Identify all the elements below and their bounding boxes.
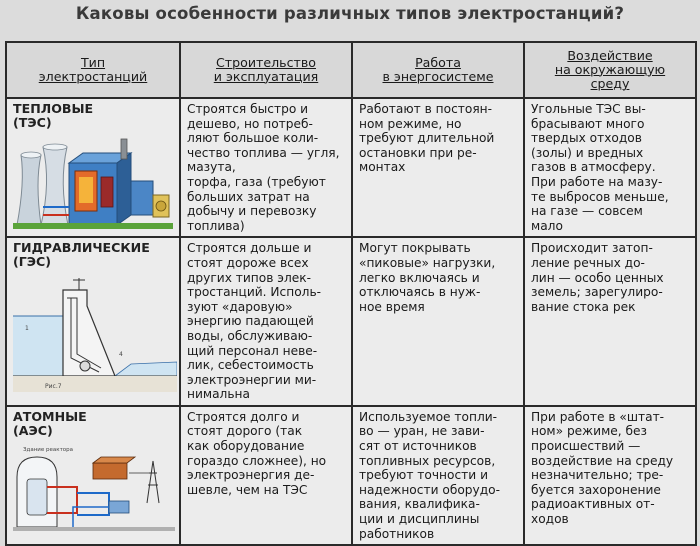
hydro-dam-illustration [11, 276, 177, 394]
type-name-thermal: ТЕПЛОВЫЕ [13, 101, 94, 116]
header-grid-work-label: Работа в энергосистеме [382, 55, 494, 84]
construction-cell-nuclear [180, 406, 352, 545]
header-grid-work [352, 42, 524, 98]
header-type [6, 42, 180, 98]
nuclear-reactor-label: Здание реактора [23, 446, 73, 453]
header-construction-label: Строительство и эксплуатация [213, 55, 319, 84]
environment-text-nuclear: При работе в «штат- ном» режиме, без происшествий — воздействие на среду незначительно; тре- буется захоронение радиоактивных от- ходов [531, 409, 674, 527]
hydro-figure-label: Рис.7 [45, 383, 62, 391]
thermal-plant-illustration [13, 137, 173, 229]
table-row-nuclear [6, 406, 696, 545]
grid-work-cell-thermal [352, 98, 524, 237]
header-type-label: Тип электростанций [38, 55, 148, 84]
type-name-nuclear: АТОМНЫЕ [13, 408, 87, 424]
grid-work-text-nuclear: Используемое топли- во — уран, не зави- сят от источников топливных ресурсов, требуют точности и надежности оборудо- вания, квалифика- ции и дисциплины работников [359, 409, 501, 541]
type-abbr-hydro: (ГЭС) [13, 254, 52, 270]
construction-cell-thermal [180, 98, 352, 237]
header-row [6, 42, 696, 98]
grid-work-text-thermal: Работают в постоян- ном режиме, но требуют длительной остановки при ре- монтах [359, 102, 495, 175]
environment-cell-nuclear [524, 406, 696, 545]
svg-text:1: 1 [25, 325, 29, 333]
type-name-hydro: ГИДРАВЛИЧЕСКИЕ [13, 240, 150, 256]
nuclear-plant-illustration [13, 443, 175, 533]
environment-cell-thermal [524, 98, 696, 237]
construction-text-hydro: Строятся дольше и стоят дороже всех других типов элек- тростанций. Исполь- зуют «даровую» энергию падающей воды, обслуживаю- щий персонал невe- лик, себестоимость электроэнергии ми- нимальна [187, 241, 322, 402]
header-environment-label: Воздействие на окружающую среду [554, 48, 666, 91]
environment-text-thermal: Угольные ТЭС вы- брасывают много твердых отходов (золы) и вредных газов в атмосферу. При работе на мазу- те выбросов меньше, на газе — совсем мало [531, 102, 669, 233]
header-construction [180, 42, 352, 98]
grid-work-cell-nuclear [352, 406, 524, 545]
table-row-hydro [6, 237, 696, 406]
environment-text-hydro: Происходит затоп- ление речных до- лин — особо ценных земель; зарегулиро- вание стока рек [531, 241, 664, 314]
power-plants-table [5, 41, 697, 546]
table-row-thermal [6, 98, 696, 237]
header-environment [524, 42, 696, 98]
type-cell-thermal [6, 98, 180, 237]
grid-work-text-hydro: Могут покрывать «пиковые» нагрузки, легко включаясь и отключаясь в нуж- ное время [359, 241, 496, 314]
construction-text-thermal: Строятся быстро и дешево, но потреб- ляют большое коли- чество топлива — угля, мазута, торфа, газа (требуют больших затрат на добычу и перевозку топлива) [187, 102, 340, 233]
construction-text-nuclear: Строятся долго и стоят дорого (так как оборудование гораздо сложнее), но электроэнергия де- шевле, чем на ТЭС [187, 409, 327, 497]
type-abbr-thermal: (ТЭС) [13, 115, 52, 130]
svg-text:4: 4 [119, 351, 123, 359]
construction-cell-hydro [180, 237, 352, 406]
environment-cell-hydro [524, 237, 696, 406]
type-cell-hydro [6, 237, 180, 406]
grid-work-cell-hydro [352, 237, 524, 406]
type-abbr-nuclear: (АЭС) [13, 422, 53, 438]
page-title: Каковы особенности различных типов электростанций? [75, 4, 625, 23]
type-cell-nuclear [6, 406, 180, 545]
